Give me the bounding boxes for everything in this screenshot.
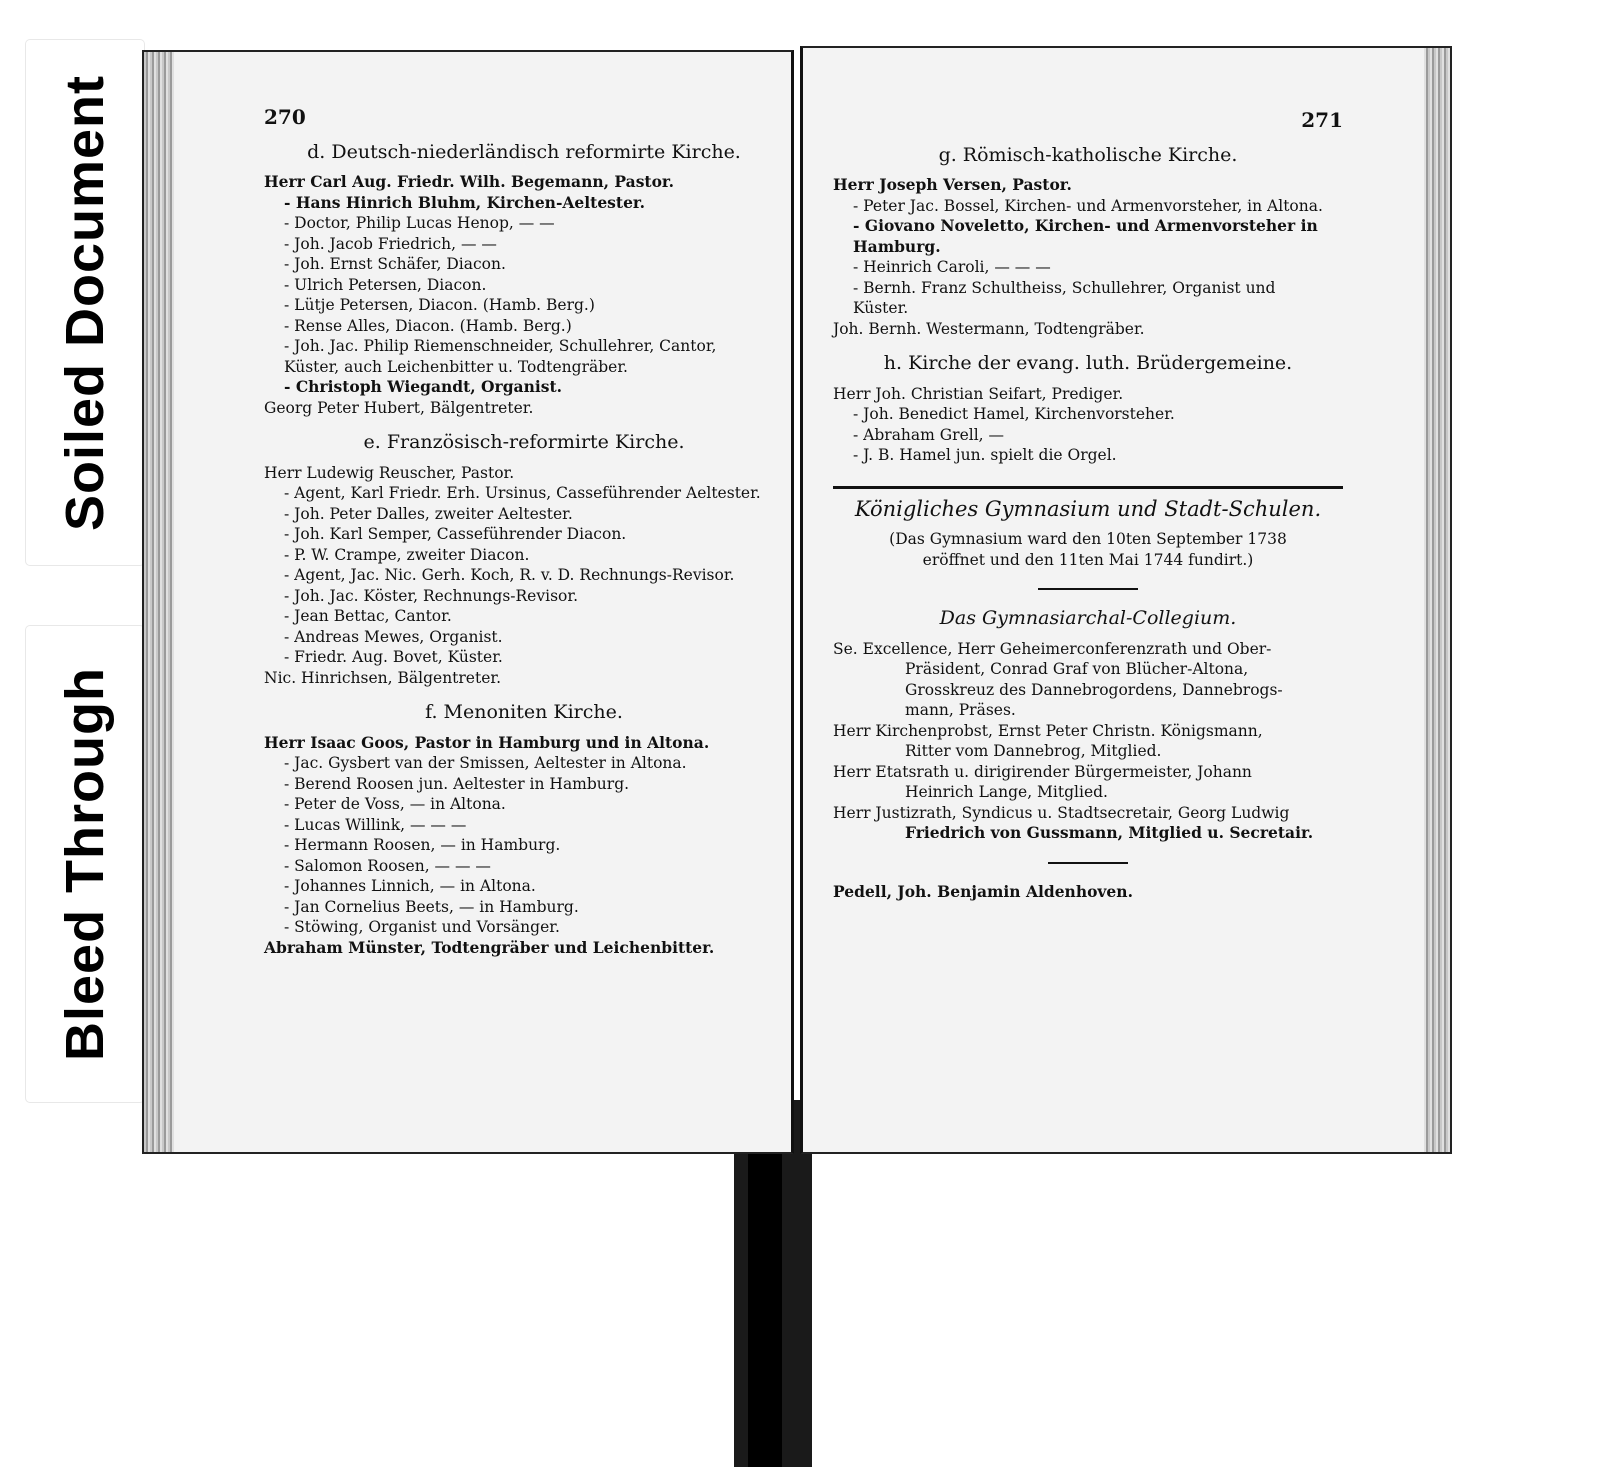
- entry-line: Präsident, Conrad Graf von Blücher-Altona,: [905, 660, 1249, 678]
- list-item: - Agent, Karl Friedr. Erh. Ursinus, Casseführender Aeltester.: [284, 484, 761, 502]
- list-item: - Peter de Voss, — in Altona.: [284, 795, 506, 813]
- list-item: - Johannes Linnich, — in Altona.: [284, 877, 536, 895]
- list-item: - J. B. Hamel jun. spielt die Orgel.: [853, 446, 1117, 464]
- list-item: - Joh. Jac. Köster, Rechnungs-Revisor.: [284, 586, 578, 605]
- entry-line: Herr Etatsrath u. dirigirender Bürgermeister, Johann: [833, 762, 1252, 781]
- list-item: - Hans Hinrich Bluhm, Kirchen-Aeltester.: [284, 192, 646, 212]
- list-item: - Joh. Ernst Schäfer, Diacon.: [284, 255, 506, 273]
- collegium-entry: [833, 762, 1343, 803]
- collegium-entry: [833, 721, 1343, 762]
- list-item: Herr Isaac Goos, Pastor in Hamburg und in Altona.: [264, 732, 710, 752]
- list-item: - Ulrich Petersen, Diacon.: [284, 275, 487, 294]
- list-item: - Jean Bettac, Cantor.: [284, 607, 452, 625]
- bleed-through-tab[interactable]: [26, 626, 144, 1102]
- list-item: Herr Carl Aug. Friedr. Wilh. Begemann, Pastor.: [264, 172, 675, 191]
- gymnasium-note: eröffnet und den 11ten Mai 1744 fundirt.): [922, 550, 1254, 569]
- section-divider: [833, 486, 1343, 489]
- page-edge-left: [144, 52, 174, 1152]
- list-item: - Jac. Gysbert van der Smissen, Aeltester in Altona.: [284, 754, 687, 772]
- entry-line: Se. Excellence, Herr Geheimerconferenzrath und Ober-: [833, 639, 1272, 658]
- list-item: - Peter Jac. Bossel, Kirchen- und Armenvorsteher, in Altona.: [853, 196, 1323, 215]
- entry-line: Grosskreuz des Dannebrogordens, Dannebrogs-: [905, 680, 1283, 699]
- list-item: - Andreas Mewes, Organist.: [284, 627, 503, 646]
- list-item: - Heinrich Caroli, — — —: [853, 258, 1051, 276]
- list-item: - Rense Alles, Diacon. (Hamb. Berg.): [284, 316, 572, 335]
- soiled-document-tab[interactable]: [26, 40, 144, 565]
- list-item: - Hermann Roosen, — in Hamburg.: [284, 836, 561, 854]
- list-item: Nic. Hinrichsen, Bälgentreter.: [264, 668, 502, 687]
- left-page-content: [264, 107, 784, 958]
- list-item: Georg Peter Hubert, Bälgentreter.: [264, 398, 534, 417]
- list-item: - Christoph Wiegandt, Organist.: [284, 377, 563, 396]
- gymnasium-title: Königliches Gymnasium und Stadt-Schulen.: [854, 496, 1322, 521]
- right-page: [800, 46, 1452, 1154]
- section-heading: h. Kirche der evang. luth. Brüdergemeine.: [883, 352, 1293, 374]
- list-item: - Bernh. Franz Schultheiss, Schullehrer, Organist und Küster.: [853, 278, 1276, 317]
- collegium-entry: [833, 639, 1343, 721]
- list-item: - Abraham Grell, —: [853, 425, 1005, 444]
- list-item: - Salomon Roosen, — — —: [284, 856, 491, 875]
- list-item: - Agent, Jac. Nic. Gerh. Koch, R. v. D. Rechnungs-Revisor.: [284, 566, 735, 584]
- list-item: - Lucas Willink, — — —: [284, 815, 467, 834]
- page-number: 270: [264, 105, 306, 129]
- list-item: - Jan Cornelius Beets, — in Hamburg.: [284, 897, 579, 916]
- list-item: - Joh. Karl Semper, Casseführender Diacon.: [284, 525, 627, 543]
- left-page: [142, 50, 794, 1154]
- section-heading: e. Französisch-reformirte Kirche.: [363, 431, 685, 453]
- list-item: Herr Joseph Versen, Pastor.: [833, 175, 1072, 194]
- short-divider: [1048, 862, 1128, 864]
- list-item: - Giovano Noveletto, Kirchen- und Armenvorsteher in Hamburg.: [853, 216, 1318, 256]
- entry-line: Friedrich von Gussmann, Mitglied u. Secretair.: [905, 823, 1314, 842]
- page-number: 271: [1301, 108, 1343, 132]
- list-item: - Doctor, Philip Lucas Henop, — —: [284, 214, 555, 232]
- list-item: - Joh. Benedict Hamel, Kirchenvorsteher.: [853, 405, 1175, 423]
- list-item: Herr Joh. Christian Seifart, Prediger.: [833, 384, 1124, 403]
- pedell-line: Pedell, Joh. Benjamin Aldenhoven.: [833, 881, 1133, 901]
- section-heading: f. Menoniten Kirche.: [425, 701, 623, 723]
- list-item: - Friedr. Aug. Bovet, Küster.: [284, 648, 503, 666]
- list-item: Herr Ludewig Reuscher, Pastor.: [264, 463, 515, 482]
- list-item: - Stöwing, Organist und Vorsänger.: [284, 918, 560, 936]
- collegium-title: Das Gymnasiarchal-Collegium.: [939, 607, 1237, 629]
- book-spine: [748, 1100, 782, 1467]
- section-heading: d. Deutsch-niederländisch reformirte Kirche.: [307, 140, 741, 163]
- collegium-entry: [833, 803, 1343, 844]
- right-page-content: [833, 110, 1343, 902]
- section-heading: g. Römisch-katholische Kirche.: [938, 143, 1238, 166]
- entry-line: Herr Kirchenprobst, Ernst Peter Christn. Königsmann,: [833, 721, 1263, 740]
- bleed-through-label: Bleed Through: [55, 667, 115, 1061]
- list-item: Abraham Münster, Todtengräber und Leichenbitter.: [264, 937, 715, 957]
- entry-line: mann, Präses.: [905, 701, 1016, 719]
- list-item: - Lütje Petersen, Diacon. (Hamb. Berg.): [284, 296, 595, 314]
- list-item: - P. W. Crampe, zweiter Diacon.: [284, 545, 530, 564]
- short-divider: [1038, 588, 1138, 590]
- list-item: - Joh. Jac. Philip Riemenschneider, Schullehrer, Cantor, Küster, auch Leichenbitter u. Todtengräber.: [284, 337, 717, 376]
- soiled-document-label: Soiled Document: [55, 74, 115, 531]
- page-edge-right: [1424, 48, 1450, 1152]
- list-item: - Berend Roosen jun. Aeltester in Hamburg.: [284, 774, 630, 793]
- entry-line: Heinrich Lange, Mitglied.: [905, 783, 1108, 801]
- list-item: - Joh. Peter Dalles, zweiter Aeltester.: [284, 504, 573, 523]
- entry-line: Herr Justizrath, Syndicus u. Stadtsecretair, Georg Ludwig: [833, 803, 1290, 822]
- entry-line: Ritter vom Dannebrog, Mitglied.: [905, 742, 1162, 760]
- list-item: - Joh. Jacob Friedrich, — —: [284, 234, 497, 253]
- gymnasium-note: (Das Gymnasium ward den 10ten September 1738: [889, 530, 1287, 548]
- list-item: Joh. Bernh. Westermann, Todtengräber.: [833, 319, 1145, 338]
